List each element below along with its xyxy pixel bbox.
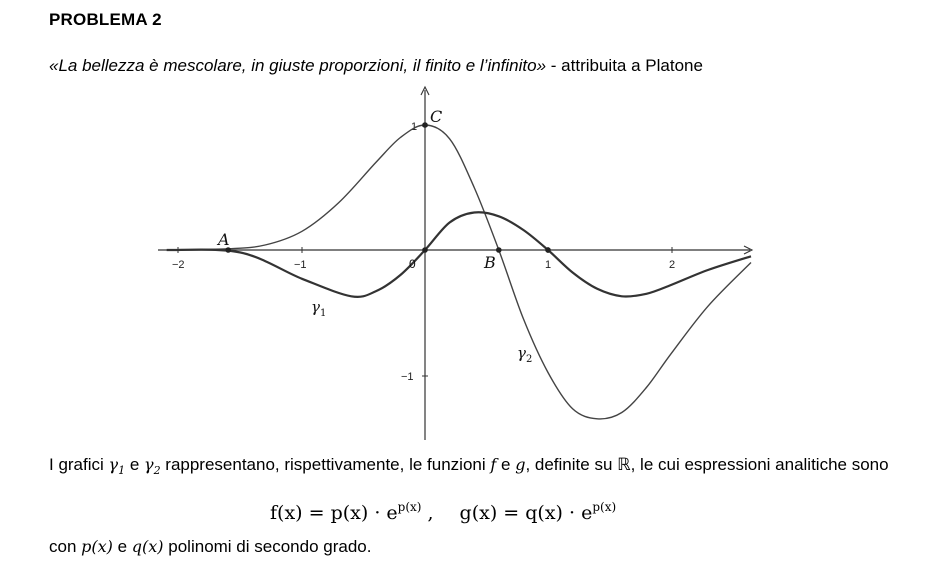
x-tick-label-m2: −2 [172, 259, 185, 271]
point-label-B: B [484, 253, 496, 272]
and-text-1: e [125, 455, 144, 474]
point-label-origin: 0 [409, 257, 416, 271]
intro-text-4: , le cui espressioni analitiche sono [630, 455, 889, 474]
point-marker-C [422, 122, 428, 128]
intro-text-3: , definite su [525, 455, 618, 474]
formula-g: $g(x) = q(x) \cdot e^{p(x)}$ [459, 500, 617, 524]
intro-text-2: rappresentano, rispettivamente, le funzioni [160, 455, 491, 474]
curve-gamma1 [167, 212, 751, 297]
points-layer [225, 122, 550, 253]
curve-gamma2 [167, 125, 751, 419]
x-tick-label-1: 1 [545, 259, 552, 271]
quote-attribution: - attribuita a Platone [546, 56, 703, 75]
curve-label-gamma2: $\gamma_2$ [517, 344, 533, 365]
conclusion-text [49, 537, 371, 557]
y-tick-label-1: 1 [411, 121, 418, 133]
intro-text-1: I grafici [49, 455, 109, 474]
quote-text: «La bellezza è mescolare, in giuste proporzioni, il finito e l’infinito» [49, 56, 547, 75]
reals-symbol: ℝ [617, 455, 631, 474]
point-marker-p4 [545, 247, 551, 253]
point-marker-0 [422, 247, 428, 253]
concl-text-1: con [49, 537, 82, 556]
x-tick-label-2: 2 [669, 259, 676, 271]
f-symbol: f [490, 455, 497, 474]
y-tick-label-m1: −1 [401, 371, 414, 383]
q-polynomial: q(x) [131, 537, 164, 556]
formulas [270, 500, 616, 524]
g-symbol: g [515, 455, 526, 474]
concl-text-2: e [112, 537, 132, 556]
point-label-A: A [218, 230, 230, 249]
gamma2-symbol: $\gamma_2$ [144, 455, 161, 478]
p-polynomial: p(x) [81, 537, 113, 556]
and-text-2: e [496, 455, 516, 474]
concl-text-3: polinomi di secondo grado. [163, 537, 372, 556]
formula-f: $f(x) = p(x) \cdot e^{p(x)}$ , [270, 500, 434, 524]
x-tick-label-m1: −1 [294, 259, 307, 271]
curve-label-gamma1: $\gamma_1$ [311, 298, 327, 319]
point-label-C: C [430, 107, 443, 126]
gamma1-symbol: $\gamma_1$ [108, 455, 126, 478]
point-marker-B [496, 247, 502, 253]
problem-title: PROBLEMA 2 [49, 10, 162, 29]
problem-description [49, 454, 909, 481]
